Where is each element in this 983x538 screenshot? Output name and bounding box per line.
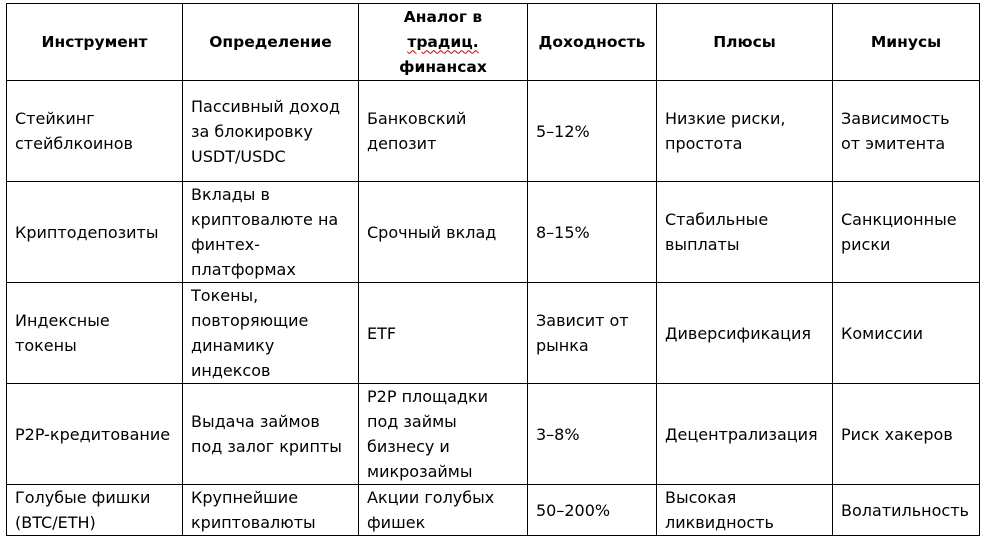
cell-yield: 3–8%	[528, 384, 657, 485]
cell-pros: Диверсификация	[657, 283, 833, 384]
cell-analog: Срочный вклад	[359, 182, 528, 283]
table-row	[7, 81, 980, 182]
cell-cons: Комиссии	[833, 283, 980, 384]
cell-analog: ETF	[359, 283, 528, 384]
cell-yield: Зависит от рынка	[528, 283, 657, 384]
cell-yield: 50–200%	[528, 485, 657, 536]
cell-instrument: P2P-кредитование	[7, 384, 183, 485]
cell-definition: Крупнейшие криптовалюты	[183, 485, 359, 536]
cell-pros: Стабильные выплаты	[657, 182, 833, 283]
cell-analog: P2P площадки под займы бизнесу и микрозаймы	[359, 384, 528, 485]
table-row	[7, 182, 980, 283]
cell-cons: Санкционные риски	[833, 182, 980, 283]
table-row	[7, 485, 980, 536]
header-instrument: Инструмент	[7, 4, 183, 81]
cell-pros: Низкие риски, простота	[657, 81, 833, 182]
cell-yield: 5–12%	[528, 81, 657, 182]
cell-definition: Вклады в криптовалюте на финтех-платформах	[183, 182, 359, 283]
header-row	[7, 4, 980, 81]
cell-analog: Акции голубых фишек	[359, 485, 528, 536]
cell-analog: Банковский депозит	[359, 81, 528, 182]
header-analog-part2: традиц.	[407, 32, 479, 51]
cell-definition: Выдача займов под залог крипты	[183, 384, 359, 485]
cell-instrument: Криптодепозиты	[7, 182, 183, 283]
header-definition: Определение	[183, 4, 359, 81]
cell-cons: Риск хакеров	[833, 384, 980, 485]
cell-cons: Зависимость от эмитента	[833, 81, 980, 182]
header-analog-part1: Аналог в	[403, 7, 483, 26]
cell-cons: Волатильность	[833, 485, 980, 536]
table-row	[7, 384, 980, 485]
header-analog-part3: финансах	[399, 57, 487, 76]
header-pros: Плюсы	[657, 4, 833, 81]
comparison-table	[6, 3, 980, 536]
cell-definition: Пассивный доход за блокировку USDT/USDC	[183, 81, 359, 182]
cell-yield: 8–15%	[528, 182, 657, 283]
cell-pros: Децентрализация	[657, 384, 833, 485]
header-cons: Минусы	[833, 4, 980, 81]
cell-instrument: Индексные токены	[7, 283, 183, 384]
cell-definition: Токены, повторяющие динамику индексов	[183, 283, 359, 384]
header-analog	[359, 4, 528, 81]
cell-instrument: Стейкинг стейблкоинов	[7, 81, 183, 182]
header-yield: Доходность	[528, 4, 657, 81]
table-row	[7, 283, 980, 384]
cell-instrument: Голубые фишки (BTC/ETH)	[7, 485, 183, 536]
cell-pros: Высокая ликвидность	[657, 485, 833, 536]
